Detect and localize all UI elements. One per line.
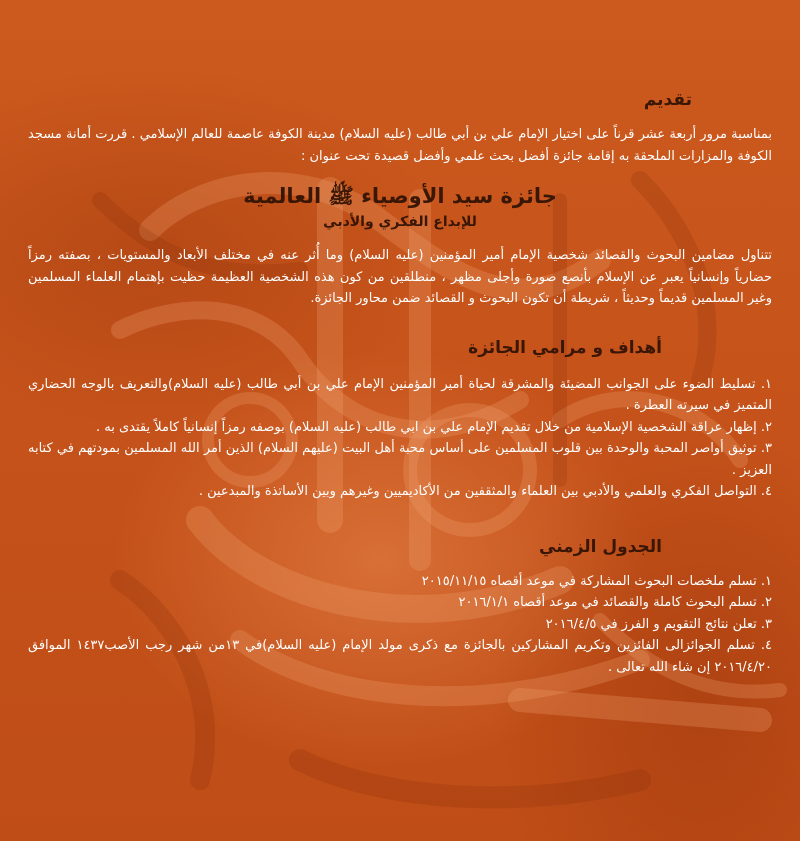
schedule-heading: الجدول الزمني bbox=[539, 536, 662, 557]
award-paragraph: تتناول مضامين البحوث والقصائد شخصية الإمام أمير المؤمنين (عليه السلام) وما أُثر عنه في مختلف الأبعاد والمستويات ، بصفته رمزاً حضارياً وإنسانياً يعبر عن الإسلام بأنصع صورة وأجلى مظهر ، منطلقين من كون هذه الشخصية العظيمة حظيت بإهتمام العلماء المسلمين وغير المسلمين قديماً وحديثاً ، شريطة أن تكون البحوث و القصائد ضمن محاور الجائزة. bbox=[28, 248, 772, 306]
schedule-item-4: ٤. تسلم الجوائزالى الفائزين وتكريم المشاركين بالجائزة مع ذكرى مولد الإمام (عليه السلام)في ١٣من شهر رجب الأصب١٤٣٧ الموافق ٢٠١٦/٤/٢٠ إن شاء الله تعالى . bbox=[28, 638, 772, 675]
intro-paragraph: بمناسبة مرور أربعة عشر قرناً على اختيار الإمام علي بن أبي طالب (عليه السلام) مدينة الكوفة عاصمة للعالم الإسلامي . قررت أمانة مسجد الكوفة والمزارات الملحقة به إقامة جائزة أفضل بحث علمي وأفضل قصيدة تحت عنوان : bbox=[28, 127, 772, 164]
intro-heading: تقديم bbox=[643, 90, 692, 110]
goals-item-4: ٤. التواصل الفكري والعلمي والأدبي بين العلماء والمثقفين من الأكاديميين وغيرهم وبين الأساتذة والمبدعين . bbox=[198, 484, 772, 499]
goals-item-1: ١. تسليط الضوء على الجوانب المضيئة والمشرقة لحياة أمير المؤمنين الإمام علي بن أبي طالب (عليه السلام)والتعريف بالوجه الحضاري المتميز في سيرته العطرة . bbox=[28, 376, 772, 413]
goals-heading: أهداف و مرامي الجائزة bbox=[468, 337, 662, 358]
schedule-item-3: ٣. تعلن نتائج التقويم و الفرز في ٢٠١٦/٤/٥ bbox=[545, 616, 772, 632]
content-column bbox=[28, 80, 772, 678]
goals-item-2: ٢. إظهار عراقة الشخصية الإسلامية من خلال تقديم الإمام علي بن ابي طالب (عليه السلام) بوصفه رمزاً إنسانياً كاملاً يقتدى به . bbox=[96, 419, 772, 435]
schedule-item-2: ٢. تسلم البحوث كاملة والقصائد في موعد أقصاه ٢٠١٦/١/١ bbox=[458, 595, 772, 610]
schedule-item-1: ١. تسلم ملخصات البحوث المشاركة في موعد أقصاه ٢٠١٥/١١/١٥ bbox=[421, 573, 772, 589]
award-title: جائزة سيد الأوصياء ﷺ العالمية bbox=[243, 184, 557, 208]
goals-item-3: ٣. توثيق أواصر المحبة والوحدة بين قلوب المسلمين على أساس محبة أهل البيت (عليهم السلام) الذين أمر الله المسلمين بمودتهم في كتابه العزيز . bbox=[28, 441, 772, 478]
award-subtitle: للإبداع الفكري والأدبي bbox=[323, 214, 477, 230]
